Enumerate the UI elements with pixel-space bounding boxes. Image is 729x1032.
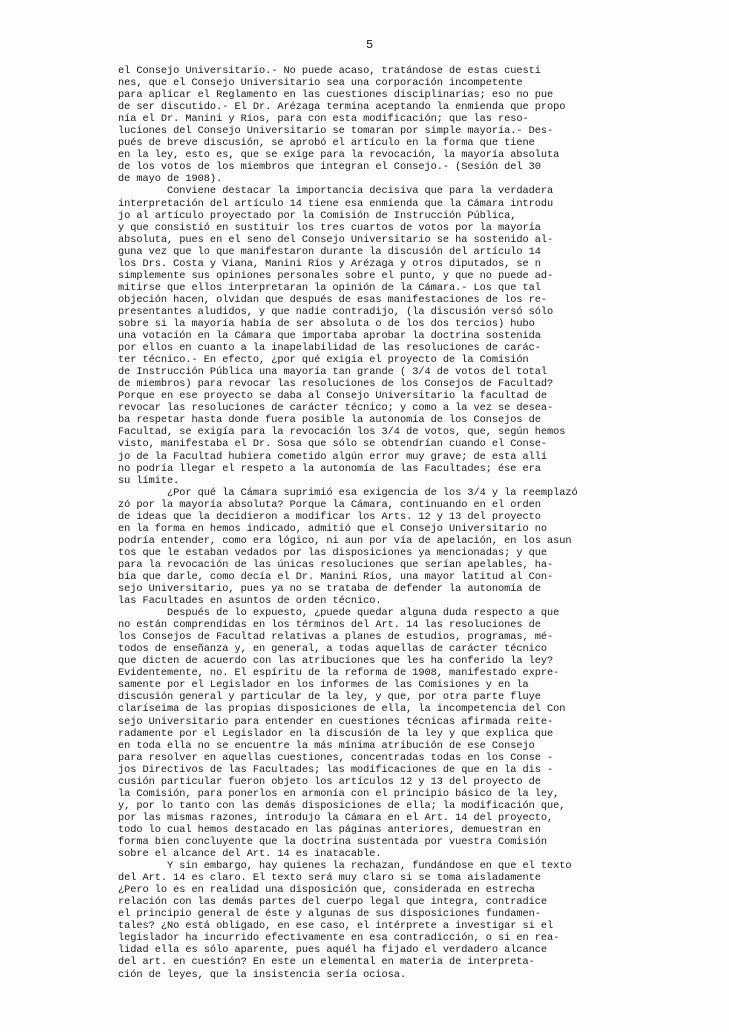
paragraph: [118, 607, 638, 860]
text-line: los Consejos de Facultad relativas a planes de estudios, programas, mé-: [118, 631, 554, 644]
page-number: 5: [366, 38, 374, 52]
text-line: el Consejo Universitario.- No puede acaso, tratándose de estas cuesti: [118, 65, 541, 77]
text-line: para la revocación de las únicas resoluciones que serían apelables, ha-: [118, 558, 554, 571]
text-line: todo lo cual hemos destacado en las páginas anteriores, demuestran en: [118, 823, 541, 836]
text-line: de ser discutido.- El Dr. Arézaga termina aceptando la enmienda que propo: [118, 101, 566, 114]
text-line: podría entender, como era lógico, ni aun por vía de apelación, en los asun: [118, 534, 572, 547]
text-line: discusión general y particular de la ley, y que, por otra parte fluye: [118, 691, 541, 704]
text-line: interpretación del artículo 14 tiene esa enmienda que la Cámara introdu: [118, 197, 554, 210]
text-line: lidad ella es sólo aparente, pues aquél ha fijado el verdadero alcance: [118, 944, 548, 957]
text-line: objeción hacen, olvidan que después de esas manifestaciones de los re-: [118, 293, 548, 306]
text-line: de los votos de los miembros que integran el Consejo.- (Sesión del 30: [118, 161, 541, 174]
text-line: jo de la Facultad hubiera cometido algún error muy grave; de esta allí: [118, 450, 548, 463]
text-line: nía el Dr. Manini y Ríos, para con esta modificación; que las reso-: [118, 113, 529, 126]
text-line: simplemente sus opiniones personales sobre el punto, y que no puede ad-: [118, 269, 554, 282]
text-line: Y sin embargo, hay quienes la rechazan, fundándose en que el texto: [118, 860, 572, 873]
text-line: el principio general de éste y algunas de sus disposiciones fundamen-: [118, 908, 541, 921]
text-line: jos Directivos de las Facultades; las modificaciones de que en la dis -: [118, 763, 554, 776]
text-line: ba respetar hasta donde fuera posible la autonomía de los Consejos de: [118, 414, 541, 427]
text-line: por ellos en cuanto a la inapelabilidad de las resoluciones de carác-: [118, 342, 541, 355]
text-line: y que consistió en sustituir los tres cuartos de votos por la mayoría: [118, 221, 541, 234]
text-line: cusión particular fueron objeto los artículos 12 y 13 del proyecto de: [118, 775, 541, 788]
paragraph: [118, 487, 638, 607]
text-line: ¿Pero lo es en realidad una disposición que, considerada en estrecha: [118, 884, 535, 897]
document-body: [118, 65, 638, 981]
text-line: sejo Universitario, pues ya no se trataba de defender la autonomía de: [118, 583, 541, 596]
text-line: forma bien concluyente que la doctrina sustentada por vuestra Comisión: [118, 836, 548, 848]
text-line: en toda ella no se encuentre la más mínima atribución de ese Consejo: [118, 739, 535, 752]
text-line: todos de enseñanza y, en general, a todas aquellas de carácter técnico: [118, 643, 548, 656]
text-line: y, por lo tanto con las demás disposiciones de ella; la modificación que,: [118, 799, 566, 812]
text-line: Evidentemente, no. El espíritu de la reforma de 1908, manifestado expre-: [118, 667, 560, 680]
text-line: pués de breve discusión, se aprobó el artículo en la forma que tiene: [118, 137, 535, 150]
text-line: no están comprendidas en los términos del Art. 14 las resoluciones de: [118, 619, 541, 632]
text-line: revocar las resoluciones de carácter técnico; y como a la vez se desea-: [118, 402, 554, 415]
text-line: de ideas que la decidieron a modificar los Arts. 12 y 13 del proyecto: [118, 510, 541, 523]
text-line: Facultad, se exigía para la revocación los 3/4 de votos, que, según hemos: [118, 426, 566, 439]
paragraph: [118, 65, 638, 185]
text-line: en la ley, esto es, que se exige para la revocación, la mayoría absoluta: [118, 149, 560, 162]
text-line: legislador ha incurrido efectivamente en esa contradicción, o si en rea-: [118, 932, 560, 945]
paragraph: [118, 185, 638, 486]
text-line: de miembros) para revocar las resoluciones de los Consejos de Facultad?: [118, 378, 554, 391]
text-line: que dicten de acuerdo con las atribuciones que les ha conferido la ley?: [118, 655, 554, 668]
text-line: tos que le estaban vedados por las disposiciones ya mencionadas; y que: [118, 546, 548, 559]
text-line: relación con las demás partes del cuerpo legal que integra, contradice: [118, 896, 548, 909]
text-line: nes, que el Consejo Universitario sea una corporación incompetente: [118, 77, 523, 90]
text-line: jo al artículo proyectado por la Comisión de Instrucción Pública,: [118, 209, 517, 222]
text-line: radamente por el Legislador en la discusión de la ley y que explica que: [118, 727, 554, 740]
text-line: ción de leyes, que la insistencia sería ociosa.: [118, 968, 407, 981]
text-line: la Comisión, para ponerlos en armonía con el principio básico de la ley,: [118, 787, 560, 800]
text-line: samente por el Legislador en los informes de las Comisiones y en la: [118, 679, 529, 692]
text-line: ter técnico.- En efecto, ¿por qué exigía el proyecto de la Comisión: [118, 354, 529, 367]
text-line: una votación en la Cámara que importaba aprobar la doctrina sostenida: [118, 330, 541, 343]
text-line: ¿Por qué la Cámara suprimió esa exigencia de los 3/4 y la reemplazó: [118, 486, 578, 499]
text-line: por las mismas razones, introdujo la Cámara en el Art. 14 del proyecto,: [118, 811, 554, 824]
text-line: las Facultades en asuntos de orden técnico.: [118, 595, 382, 608]
text-line: sobre si la mayoría había de ser absoluta o de los dos tercios) hubo: [118, 317, 535, 330]
text-line: Después de lo expuesto, ¿puede quedar alguna duda respecto a que: [118, 607, 560, 620]
text-line: de Instrucción Pública una mayoría tan grande ( 3/4 de votos del total: [118, 366, 548, 379]
text-line: su límite.: [118, 474, 180, 487]
text-line: los Drs. Costa y Viana, Manini Ríos y Arézaga y otros diputados, se n: [118, 257, 541, 270]
text-line: Conviene destacar la importancia decisiva que para la verdadera: [118, 185, 554, 198]
text-line: mitirse que ellos interpretaran la opinión de la Cámara.- Los que tal: [118, 281, 541, 294]
text-line: claríseima de las propias disposiciones de ella, la incompetencia del Con: [118, 703, 566, 716]
paragraph: [118, 860, 638, 980]
text-line: sobre el alcance del Art. 14 es inatacable.: [118, 848, 382, 861]
text-line: luciones del Consejo Universitario se tomaran por simple mayoría.- Des-: [118, 125, 554, 138]
text-line: guna vez que lo que manifestaron durante la discusión del artículo 14: [118, 245, 541, 258]
text-line: del art. en cuestión? En este un elemental en materia de interpreta-: [118, 956, 535, 969]
text-line: sejo Universitario para entender en cuestiones técnicas afirmada reite-: [118, 715, 554, 728]
text-line: en la forma en hemos indicado, admitió que el Consejo Universitario no: [118, 522, 548, 535]
text-line: no podría llegar el respeto a la autonomía de las Facultades; ése era: [118, 462, 541, 475]
text-line: tales? ¿No está obligado, en ese caso, el intérprete a investigar si el: [118, 920, 554, 933]
text-line: zó por la mayoría absoluta? Porque la Cámara, continuando en el orden: [118, 498, 541, 511]
text-line: Porque en ese proyecto se daba al Consejo Universitario la facultad de: [118, 390, 548, 403]
text-line: visto, manifestaba el Dr. Sosa que sólo se obtendrían cuando el Conse-: [118, 438, 548, 451]
text-line: presentantes aludidos, y que nadie contradijo, (la discusión versó sólo: [118, 305, 554, 318]
text-line: de mayo de 1908).: [118, 173, 223, 186]
text-line: absoluta, pues en el seno del Consejo Universitario se ha sostenido al-: [118, 233, 554, 246]
text-line: para aplicar el Reglamento en las cuestiones disciplinarias; eso no pue: [118, 89, 554, 102]
text-line: bía que darle, como decía el Dr. Manini Ríos, una mayor latitud al Con-: [118, 570, 554, 583]
text-line: del Art. 14 es claro. El texto será muy claro si se toma aisladamente: [118, 872, 541, 885]
text-line: para resolver en aquellas cuestiones, concentradas todas en los Conse -: [118, 751, 554, 764]
